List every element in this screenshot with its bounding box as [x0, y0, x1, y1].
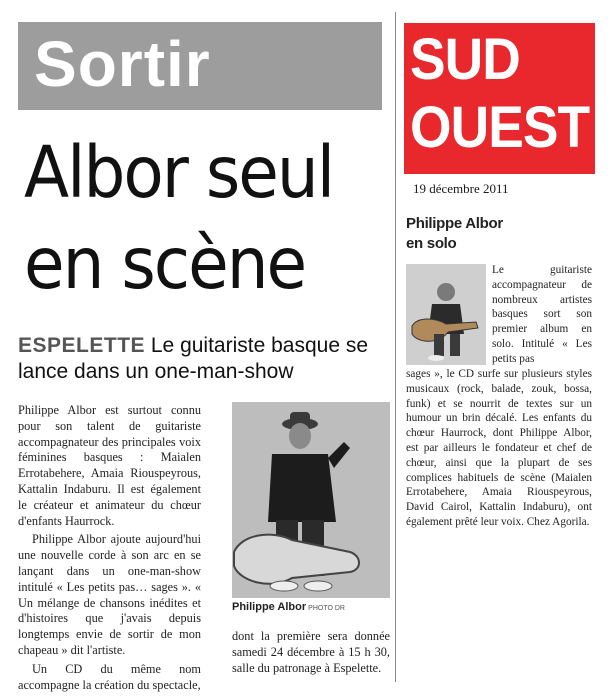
seated-guitarist-icon — [406, 264, 486, 365]
caption-name: Philippe Albor — [232, 601, 307, 613]
paragraph-1: Philippe Albor est surtout connu pour son talent de guitariste accompagnateur des principales voix féminines basques : Maialen Errotabehere, Amaia Riouspeyrous, Kattalin Indaburu. Il est également le créateur et animateur du chœur d'enfants Haurrock. — [18, 403, 201, 528]
photo-caption — [232, 601, 345, 613]
paragraph-3: Un CD du même nom accompagne la création du spectacle, — [18, 661, 201, 692]
article-photo — [232, 402, 390, 598]
logo-line-1: SUD — [410, 27, 520, 92]
headline-line-2: en scène — [24, 221, 306, 306]
headline-line-1: Albor seul — [24, 131, 334, 215]
right-text-bottom: sages », le CD surfe sur plusieurs styles musicaux (rock, balade, zouk, bossa, funk) et se nourrit de textes sur un humour un brin décalé. Les enfants du chœur Haurrock, dont Philippe Albor, est par ailleurs le fondateur et chef de chœur, ainsi que la plupart de ses complices habituels de scène (Maialen Errotabehere, Amaia Riouspeyrous, David Cairol, Kattalin Indaburu), ont également prêté leur voix. Chez Agorila. — [406, 368, 592, 528]
section-title: Sortir — [34, 28, 211, 100]
logo-text — [410, 26, 590, 162]
logo-line-2: OUEST — [410, 95, 590, 160]
article-column-1 — [18, 403, 201, 693]
article-column-2: dont la première sera donnée samedi 24 décembre à 15 h 30, salle du patronage à Espelette. — [232, 629, 390, 675]
publication-date: 19 décembre 2011 — [413, 181, 509, 196]
paragraph-2: Philippe Albor ajoute aujourd'hui une nouvelle corde à son arc en se lançant dans un one-man-show intitulé « Les petits pas… sages ». « Un mélange de chansons inédites et d'histoires que j'avais depuis longtemps envie de sortir de mon chapeau » dit l'artiste. — [18, 532, 201, 657]
photo-credit: PHOTO DR — [308, 605, 345, 612]
right-headline-line-2: en solo — [406, 235, 457, 252]
right-headline — [406, 214, 586, 254]
right-photo — [406, 264, 486, 365]
article-headline — [24, 128, 384, 309]
right-headline-line-1: Philippe Albor — [406, 215, 503, 232]
deck-text: Le guitariste basque se lance dans un one-man-show — [18, 334, 369, 383]
column-divider — [395, 12, 396, 682]
article-deck — [18, 333, 390, 385]
kicker-location: ESPELETTE — [18, 334, 146, 357]
guitarist-photo-icon — [232, 402, 390, 598]
right-text-top: Le guitariste accompagnateur de nombreux artistes basques sort son premier album en solo. Intitulé « Les petits pas — [492, 264, 592, 365]
